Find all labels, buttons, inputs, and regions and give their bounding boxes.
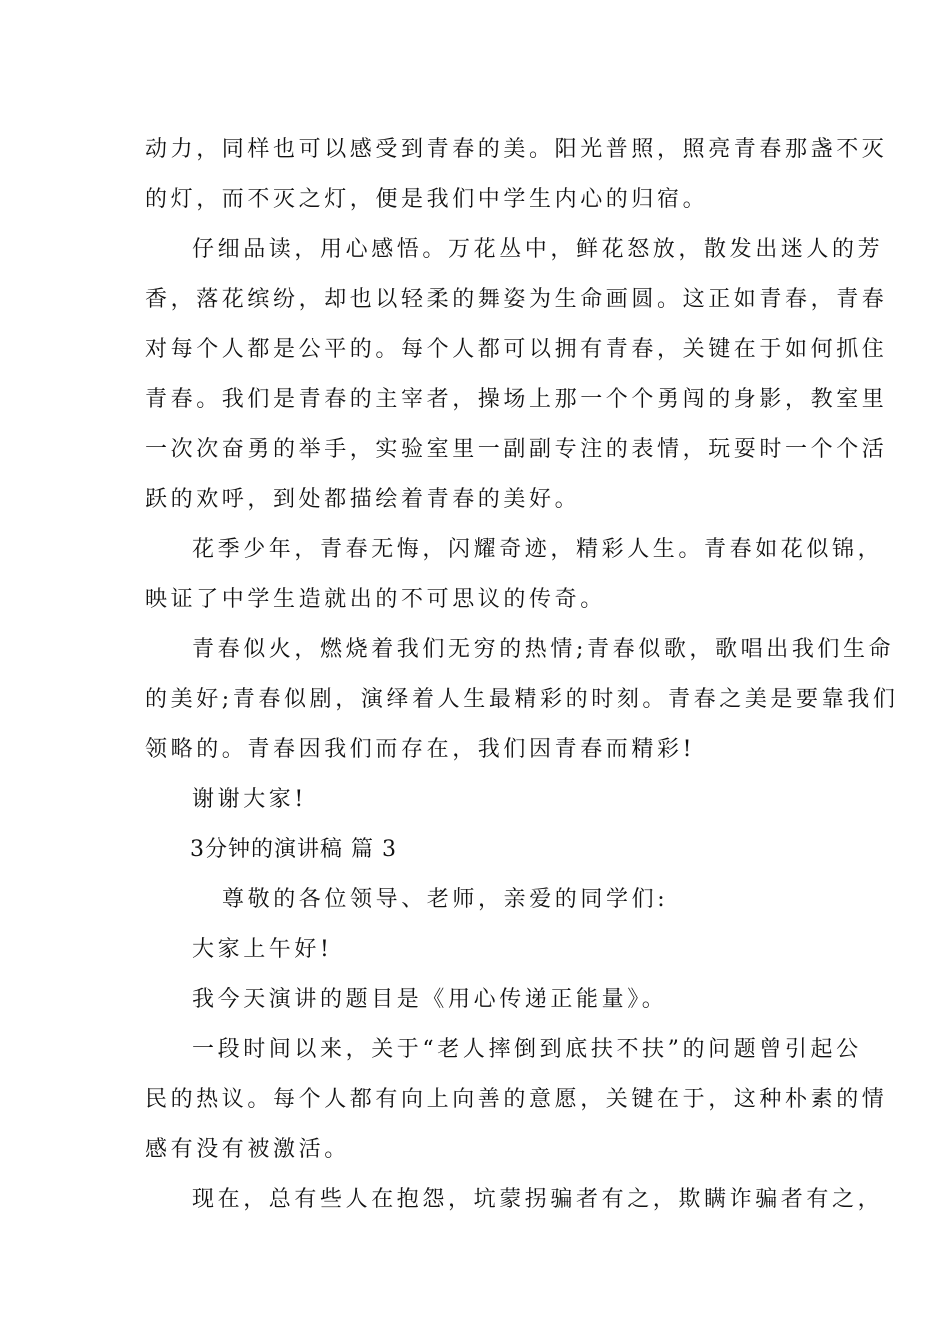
body-text-line: 映证了中学生造就出的不可思议的传奇。: [145, 587, 606, 612]
body-text-line: 青春似火，燃烧着我们无穷的热情;青春似歌，歌唱出我们生命: [192, 637, 895, 662]
section-heading: 3分钟的演讲稿 篇 3: [190, 837, 397, 862]
greeting-line: 大家上午好!: [192, 937, 333, 962]
body-text-line: 仔细品读，用心感悟。万花丛中，鲜花怒放，散发出迷人的芳: [192, 237, 884, 262]
body-text-line: 一段时间以来，关于“老人摔倒到底扶不扶”的问题曾引起公: [192, 1037, 862, 1062]
salutation-line: 尊敬的各位领导、老师，亲爱的同学们:: [222, 887, 669, 912]
body-text-line: 领略的。青春因我们而存在，我们因青春而精彩!: [145, 737, 696, 762]
body-text-line: 香，落花缤纷，却也以轻柔的舞姿为生命画圆。这正如青春，青春: [145, 287, 888, 312]
body-text-line: 的美好;青春似剧，演绎着人生最精彩的时刻。青春之美是要靠我们: [145, 687, 899, 712]
closing-line: 谢谢大家!: [192, 787, 307, 812]
body-text-line: 民的热议。每个人都有向上向善的意愿，关键在于，这种朴素的情: [145, 1087, 888, 1112]
body-text-line: 感有没有被激活。: [145, 1137, 350, 1162]
body-text-line: 一次次奋勇的举手，实验室里一副副专注的表情，玩耍时一个个活: [145, 437, 888, 462]
body-text-line: 花季少年，青春无悔，闪耀奇迹，精彩人生。青春如花似锦，: [192, 537, 884, 562]
body-text-line: 对每个人都是公平的。每个人都可以拥有青春，关键在于如何抓住: [145, 337, 888, 362]
body-text-line: 青春。我们是青春的主宰者，操场上那一个个勇闯的身影，教室里: [145, 387, 888, 412]
body-text-line: 跃的欢呼，到处都描绘着青春的美好。: [145, 487, 581, 512]
body-text-line: 的灯，而不灭之灯，便是我们中学生内心的归宿。: [145, 187, 709, 212]
body-text-line: 动力，同样也可以感受到青春的美。阳光普照，照亮青春那盏不灭: [145, 137, 888, 162]
body-text-line: 我今天演讲的题目是《用心传递正能量》。: [192, 987, 668, 1012]
body-text-line: 现在，总有些人在抱怨，坑蒙拐骗者有之，欺瞒诈骗者有之，: [192, 1187, 884, 1212]
